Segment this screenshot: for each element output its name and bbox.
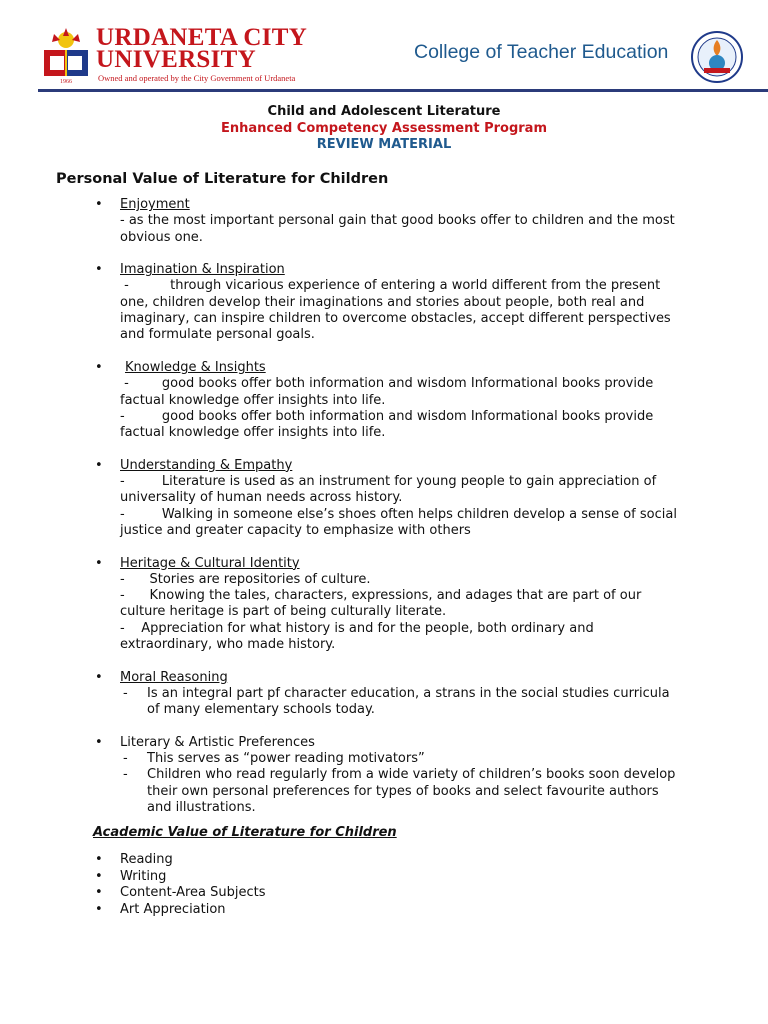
list-item	[95, 262, 680, 343]
item-text	[120, 767, 680, 816]
list-item	[95, 457, 682, 539]
item-heading: Understanding & Empathy	[120, 457, 293, 473]
college-seal-icon	[688, 30, 746, 84]
list-item	[95, 885, 266, 902]
item-text: - Stories are repositories of culture.	[120, 571, 371, 587]
item-heading: Knowledge & Insights	[125, 359, 266, 375]
item-text	[120, 686, 680, 719]
bullet-icon: •	[95, 868, 103, 884]
bullet-icon: •	[95, 885, 103, 900]
bullet-icon: •	[95, 901, 103, 917]
logo-year: 1966	[60, 79, 72, 84]
bullet-icon: •	[95, 359, 103, 375]
item-point: This serves as “power reading motivators”	[147, 751, 425, 767]
bullet-icon: •	[95, 852, 103, 867]
list-item	[95, 901, 266, 919]
college-name: College of Teacher Education	[414, 41, 669, 63]
section-title: Personal Value of Literature for Children	[56, 171, 389, 187]
bullet-icon: •	[95, 734, 103, 750]
dash-icon: -	[123, 751, 128, 767]
academic-item: Art Appreciation	[120, 901, 226, 917]
item-heading: Enjoyment	[120, 197, 190, 212]
bullet-icon: •	[95, 262, 103, 278]
item-text: - Knowing the tales, characters, expressions, and adages that are part of our culture heritage is part of being culturally literate.	[120, 588, 646, 620]
bullet-icon: •	[95, 457, 103, 473]
item-heading: Imagination & Inspiration	[120, 262, 285, 278]
list-item	[95, 197, 680, 246]
university-logo-icon	[40, 28, 92, 84]
page-header	[0, 0, 768, 95]
bullet-icon: •	[95, 197, 103, 212]
university-name	[96, 24, 308, 73]
item-text: - good books offer both information and wisdom Informational books provide factual knowledge offer insights into life.	[120, 408, 658, 441]
university-tagline: Owned and operated by the City Government of Urdaneta	[98, 73, 296, 83]
item-text: - Literature is used as an instrument for young people to gain appreciation of universality of human needs across history.	[120, 474, 661, 506]
item-heading: Moral Reasoning	[120, 669, 228, 685]
document-titles	[0, 104, 768, 154]
item-text: - Appreciation for what history is and for the people, both ordinary and extraordinary, who made history.	[120, 620, 598, 653]
item-text: - through vicarious experience of entering a world different from the present one, children develop their imaginations and stories about people, both real and imaginary, can inspire children to overcome obstacles, accept different perspectives and formulate personal goals.	[120, 278, 675, 343]
program-title: Enhanced Competency Assessment Program	[221, 120, 547, 136]
university-name-line2: UNIVERSITY	[96, 46, 256, 73]
bullet-icon: •	[95, 669, 103, 685]
item-heading: Literary & Artistic Preferences	[120, 734, 315, 750]
dash-icon: -	[123, 685, 128, 701]
list-item	[95, 868, 266, 886]
academic-list	[95, 852, 266, 918]
item-point: Is an integral part pf character education, a strans in the social studies curricula of many elementary schools today.	[147, 685, 670, 718]
dash-icon: -	[123, 767, 128, 783]
university-name-line1: URDANETA CITY	[96, 24, 308, 51]
academic-item: Content-Area Subjects	[120, 885, 266, 900]
material-title: REVIEW MATERIAL	[316, 137, 452, 152]
item-text: - Walking in someone else’s shoes often helps children develop a sense of social justice and greater capacity to emphasize with others	[120, 506, 682, 538]
header-divider	[38, 89, 768, 92]
item-text: - good books offer both information and wisdom Informational books provide factual knowledge offer insights into life.	[120, 376, 658, 408]
course-title: Child and Adolescent Literature	[267, 104, 501, 119]
academic-item: Reading	[120, 852, 173, 867]
list-item	[95, 734, 680, 816]
list-item	[95, 555, 680, 654]
academic-section-title: Academic Value of Literature for Children	[93, 825, 397, 840]
list-item	[95, 359, 680, 441]
list-item	[95, 669, 680, 719]
value-list	[0, 197, 768, 833]
item-text: - as the most important personal gain that good books offer to children and the most obvious one.	[120, 213, 675, 245]
item-point: Children who read regularly from a wide variety of children’s books soon develop their own personal preferences for types of books and select favourite authors and illustrations.	[147, 767, 676, 815]
list-item	[95, 852, 266, 869]
item-heading: Heritage & Cultural Identity	[120, 555, 300, 571]
item-text	[120, 751, 680, 767]
bullet-icon: •	[95, 555, 103, 571]
academic-item: Writing	[120, 868, 167, 884]
